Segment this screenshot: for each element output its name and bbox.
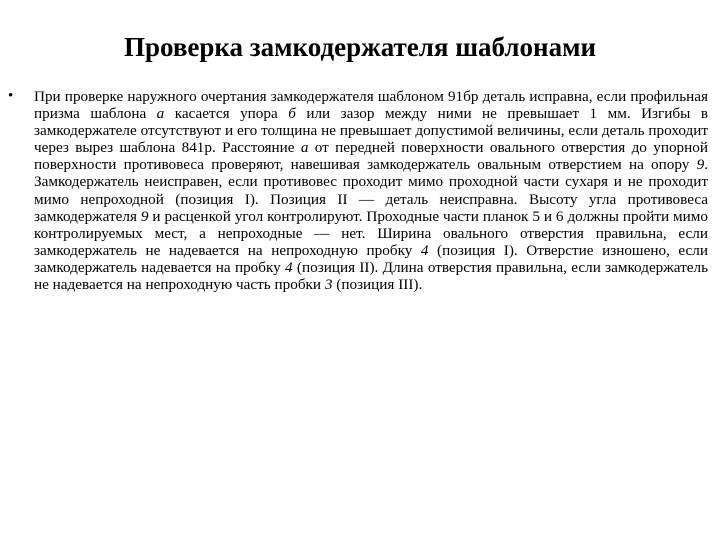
paragraph-text bbox=[34, 88, 708, 293]
text-segment: или зазор между ними не превышает 1 мм. Изгибы в замкодержателе отсутствуют и его толщина не превышает допустимой величины, если деталь проходит через вырез шаблона 841р. Расстояние bbox=[34, 105, 708, 157]
text-segment: касается упора bbox=[164, 105, 289, 123]
text-segment: (позиция II). Длина отверстия правильна, если замкодержатель не надевается на непроходную часть пробки bbox=[34, 258, 708, 294]
text-segment-italic: 4 bbox=[285, 258, 293, 276]
slide-title: Проверка замкодержателя шаблонами bbox=[123, 32, 597, 62]
bullet-list bbox=[0, 88, 720, 293]
text-segment: . Замкодержатель неисправен, если противовес проходит мимо проходной части сухаря и не проходит мимо непроходной (позиция I). Позиция II — деталь неисправна. Высоту угла противовеса замкодержателя bbox=[34, 156, 708, 225]
text-segment-italic: 9 bbox=[140, 207, 149, 225]
text-segment-italic: 9 bbox=[696, 156, 705, 174]
text-segment-italic: 4 bbox=[420, 241, 429, 259]
text-segment-italic: а bbox=[156, 105, 165, 123]
text-segment: от передней поверхности овального отверстия до упорной поверхности противовеса проверяют, навешивая замкодержатель овальным отверстием на опору bbox=[34, 139, 708, 174]
text-segment-italic: б bbox=[288, 105, 296, 123]
text-segment-italic: а bbox=[300, 139, 309, 157]
bullet-item bbox=[0, 88, 720, 293]
text-segment: (позиция III). bbox=[332, 276, 423, 294]
text-segment: При проверке наружного очертания замкодержателя шаблоном 91бр деталь исправна, если профильная призма шаблона bbox=[34, 88, 708, 123]
text-segment-italic: 3 bbox=[324, 276, 333, 294]
text-segment: и расценкой угол контролируют. Проходные части планок 5 и 6 должны пройти мимо контролируемых мест, а непроходные — нет. Ширина овального отверстия правильна, если замкодержатель не надевается на непроходную пробку bbox=[34, 207, 708, 259]
text-segment: (позиция I). Отверстие изношено, если замкодержатель надевается на пробку bbox=[34, 241, 708, 276]
bullet-icon: • bbox=[8, 88, 14, 104]
